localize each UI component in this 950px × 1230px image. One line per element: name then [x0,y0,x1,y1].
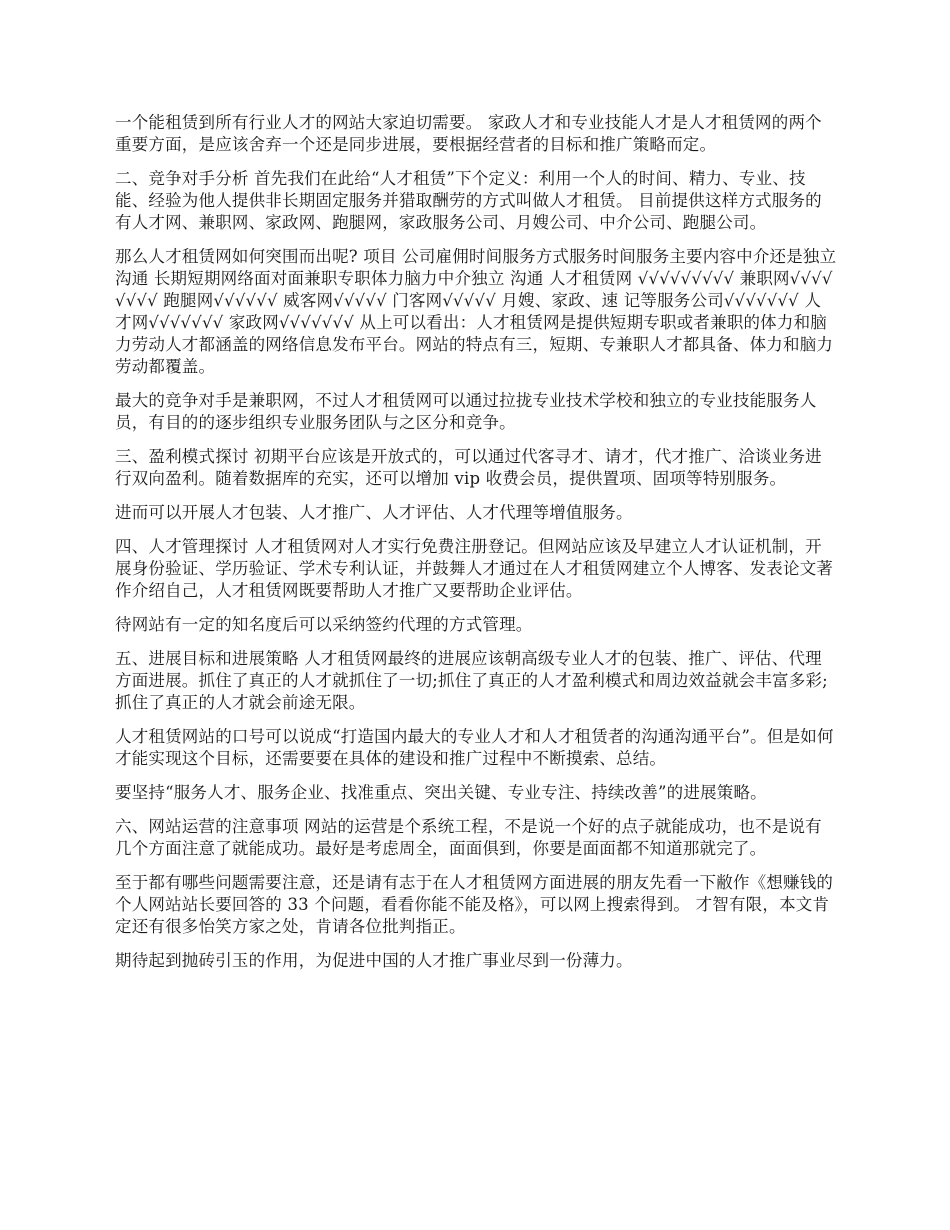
paragraph: 五、进展目标和进展策略 人才租赁网最终的进展应该朝高级专业人才的包装、推广、评估、代理方面进展。抓住了真正的人才就抓住了一切;抓住了真正的人才盈利模式和周边效益就会丰富多彩;抓住了真正的人才就会前途无限。 [115,649,828,712]
paragraph: 最大的竞争对手是兼职网，不过人才租赁网可以通过拉拢专业技术学校和独立的专业技能服务人员，有目的的逐步组织专业服务团队与之区分和竞争。 [115,391,817,432]
paragraph: 二、竞争对手分析 首先我们在此给“人才租赁”下个定义：利用一个人的时间、精力、专业、技能、经验为他人提供非长期固定服务并猎取酬劳的方式叫做人才租赁。 目前提供这样方式服务的有人才网、兼职网、家政网、跑腿网，家政服务公司、月嫂公司、中介公司、跑腿公司。 [115,169,822,232]
document-body [115,112,837,984]
paragraph: 四、人才管理探讨 人才租赁网对人才实行免费注册登记。但网站应该及早建立人才认证机制，开展身份验证、学历验证、学术专利认证，并鼓舞人才通过在人才租赁网建立个人博客、发表论文著作介绍自己，人才租赁网既要帮助人才推广又要帮助企业评估。 [115,537,834,600]
paragraph: 至于都有哪些问题需要注意，还是请有志于在人才租赁网方面进展的朋友先看一下敝作《想赚钱的个人网站站长要回答的 33 个问题，看看你能不能及格》，可以网上搜索得到。 才智有限，本文肯定还有很多怡笑方家之处，肯请各位批判指正。 [115,873,834,936]
paragraph: 进而可以开展人才包装、人才推广、人才评估、人才代理等增值服务。 [115,503,633,522]
paragraph: 要坚持“服务人才、服务企业、找准重点、突出关键、专业专注、持续改善”的进展策略。 [115,783,767,802]
paragraph: 六、网站运营的注意事项 网站的运营是个系统工程，不是说一个好的点子就能成功，也不是说有几个方面注意了就能成功。最好是考虑周全，面面俱到，你要是面面都不知道那就完了。 [115,817,822,858]
paragraph: 一个能租赁到所有行业人才的网站大家迫切需要。 家政人才和专业技能人才是人才租赁网的两个重要方面，是应该舍弃一个还是同步进展，要根据经营者的目标和推广策略而定。 [115,113,822,154]
paragraph: 待网站有一定的知名度后可以采纳签约代理的方式管理。 [115,615,533,634]
paragraph: 人才租赁网站的口号可以说成“打造国内最大的专业人才和人才租赁者的沟通沟通平台”。但是如何才能实现这个目标，还需要要在具体的建设和推广过程中不断摸索、总结。 [115,727,834,768]
paragraph: 那么人才租赁网如何突围而出呢? 项目 公司雇佣时间服务方式服务时间服务主要内容中介还是独立沟通 长期短期网络面对面兼职专职体力脑力中介独立 沟通 人才租赁网 √√√√√√√√√ 兼职网√√√√√√√√ 跑腿网√√√√√√ 威客网√√√√√ 门客网√√√√√ 月嫂、家政、速 记等服务公司√√√√√√√ 人才网√√√√√√√ 家政网√√√√√√√ 从上可以看出：人才租赁网是提供短期专职或者兼职的体力和脑力劳动人才都涵盖的网络信息发布平台。网站的特点有三，短期、专兼职人才都具备、体力和脑力劳动都覆盖。 [115,247,837,376]
paragraph: 三、盈利模式探讨 初期平台应该是开放式的，可以通过代客寻才、请才，代才推广、洽谈业务进行双向盈利。随着数据库的充实，还可以增加 vip 收费会员，提供置项、固项等特别服务。 [115,447,822,488]
paragraph: 期待起到抛砖引玉的作用，为促进中国的人才推广事业尽到一份薄力。 [115,951,633,970]
